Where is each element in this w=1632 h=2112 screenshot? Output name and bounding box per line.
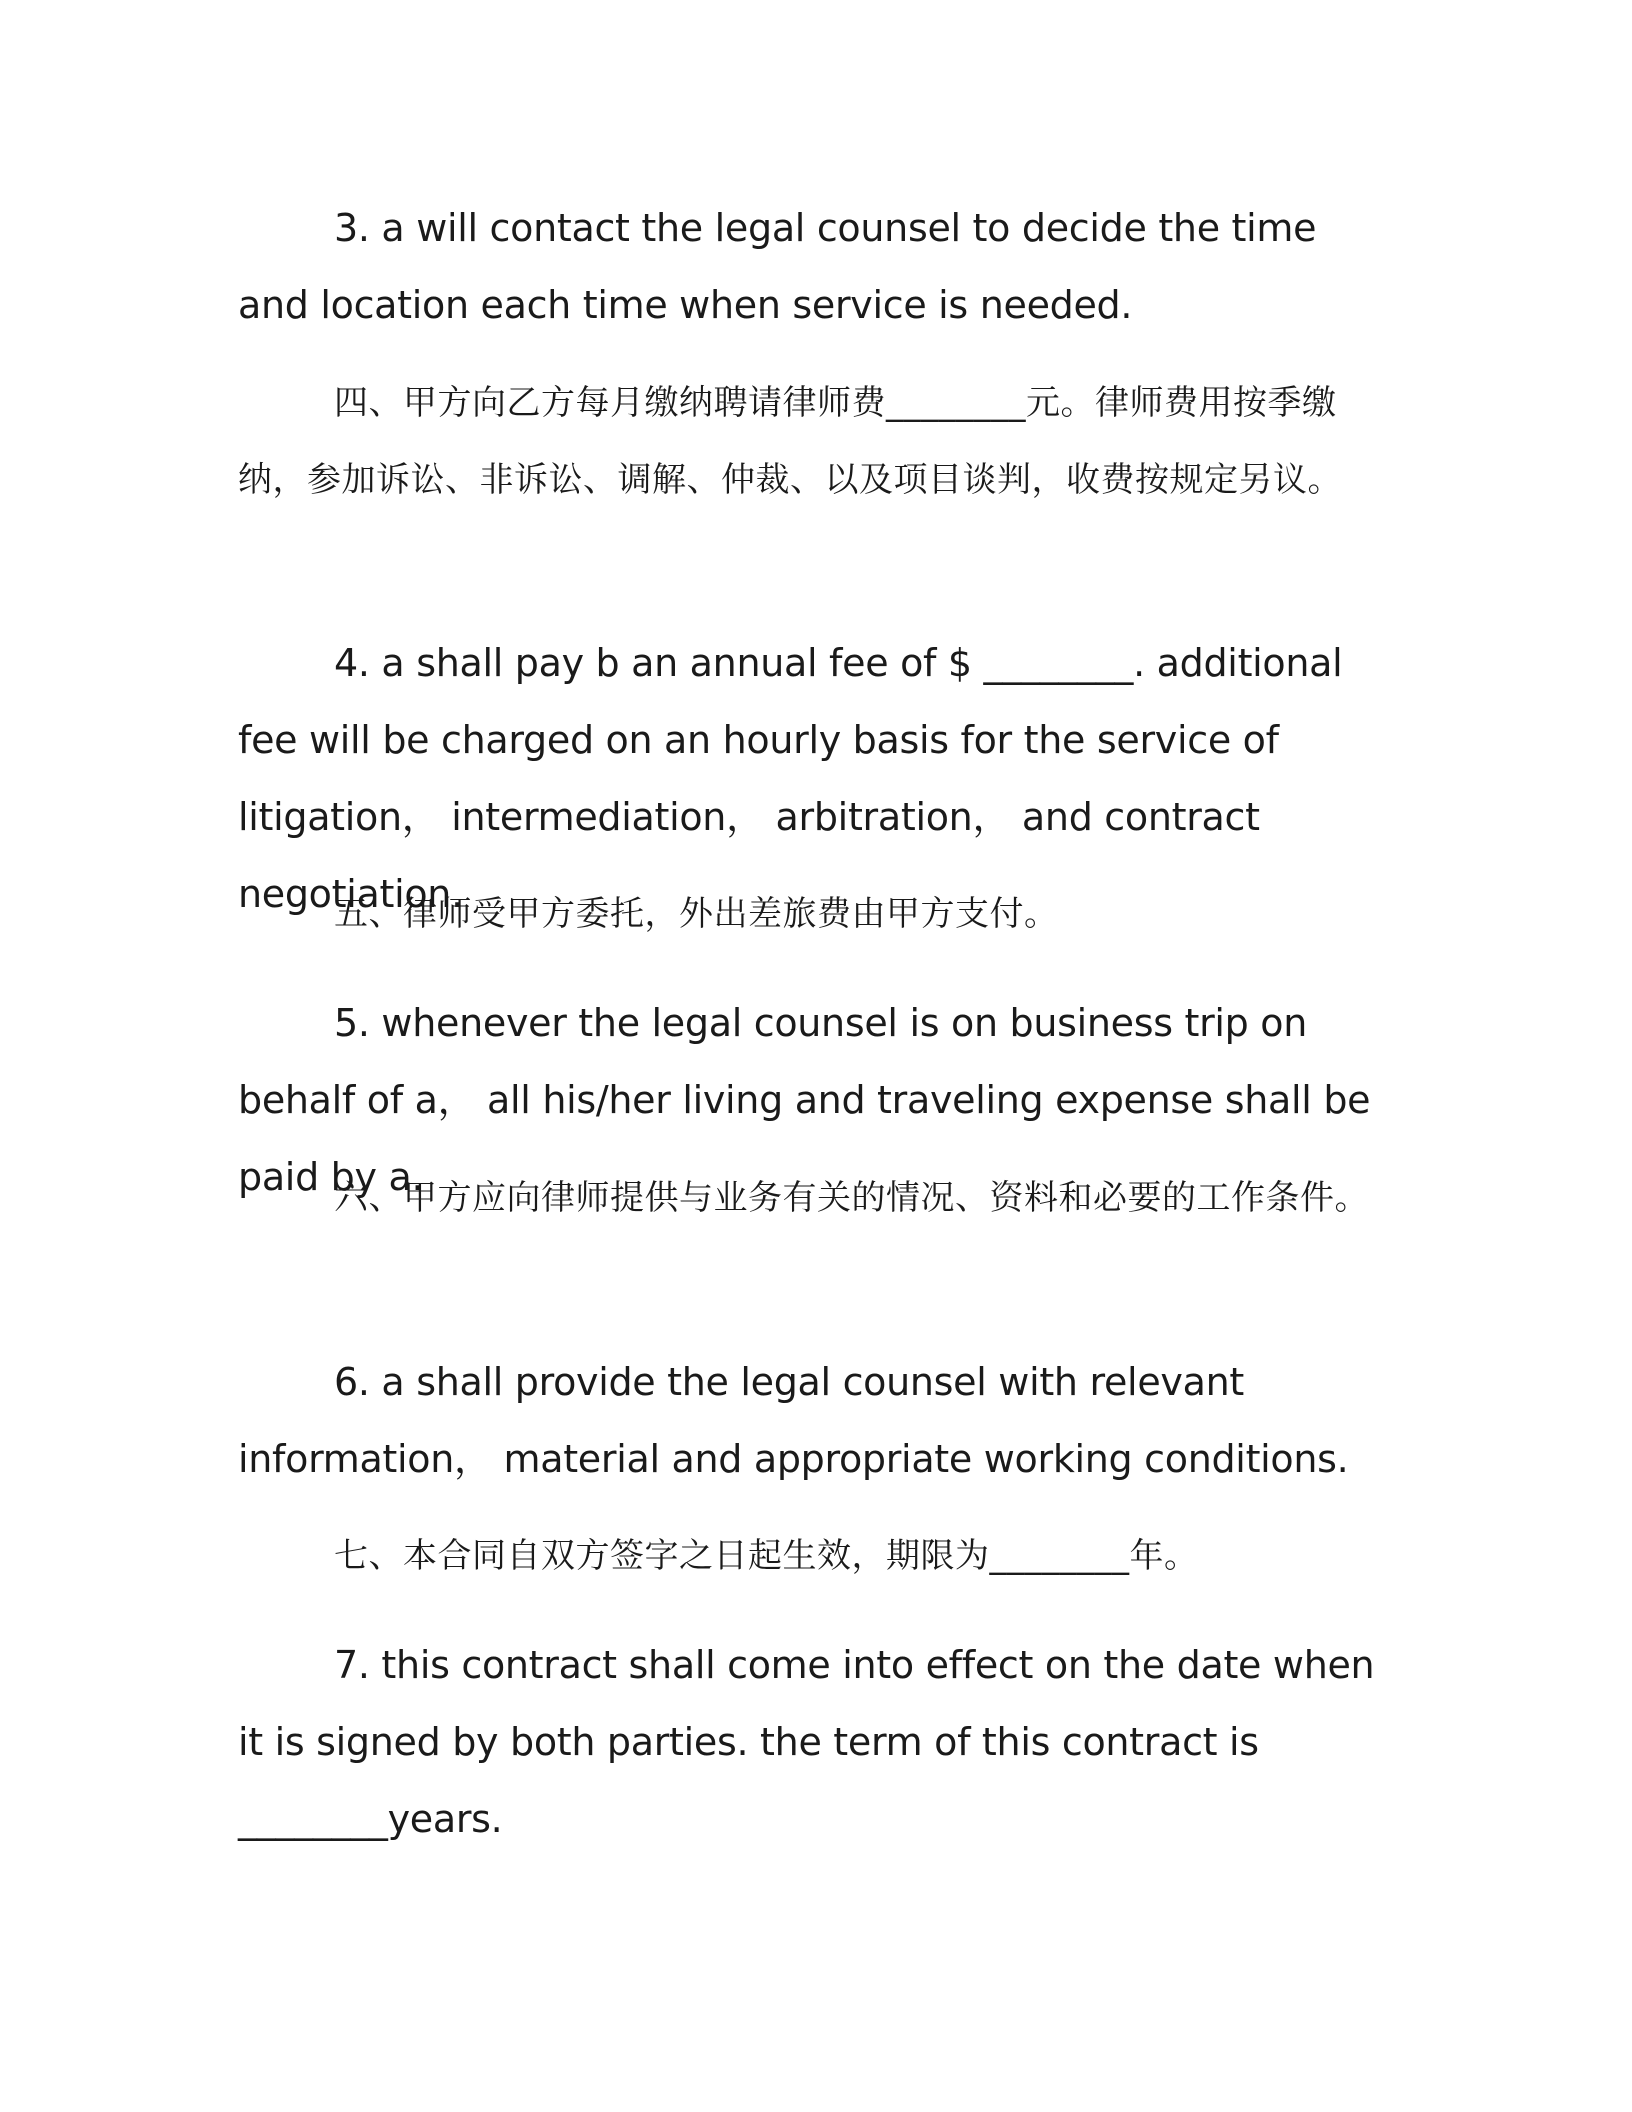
paragraph-5-en: 5. whenever the legal counsel is on business trip on behalf of a， all his/her living and traveling expense shall be paid by a. <box>238 1001 1371 1199</box>
paragraph-3-en: 3. a will contact the legal counsel to decide the time and location each time when service is needed. <box>238 206 1317 327</box>
paragraph-7-zh: 七、本合同自双方签字之日起生效，期限为________年。 <box>334 1536 1199 1576</box>
paragraph-6-zh: 六、甲方应向律师提供与业务有关的情况、资料和必要的工作条件。 <box>334 1178 1369 1218</box>
paragraph-4-zh: 四、甲方向乙方每月缴纳聘请律师费________元。律师费用按季缴纳，参加诉讼、非诉讼、调解、仲裁、以及项目谈判，收费按规定另议。 <box>238 383 1342 500</box>
paragraph-6-en: 6. a shall provide the legal counsel with relevant information， material and appropriate working conditions. <box>238 1360 1349 1481</box>
paragraph-4-en: 4. a shall pay b an annual fee of $ ________. additional fee will be charged on an hourly basis for the service of litigation， intermediation， arbitration， and contract negotiation. <box>238 641 1343 916</box>
paragraph-7-en: 7. this contract shall come into effect on the date when it is signed by both parties. the term of this contract is ________years. <box>238 1643 1375 1841</box>
paragraph-5-zh: 五、律师受甲方委托，外出差旅费由甲方支付。 <box>334 894 1059 934</box>
